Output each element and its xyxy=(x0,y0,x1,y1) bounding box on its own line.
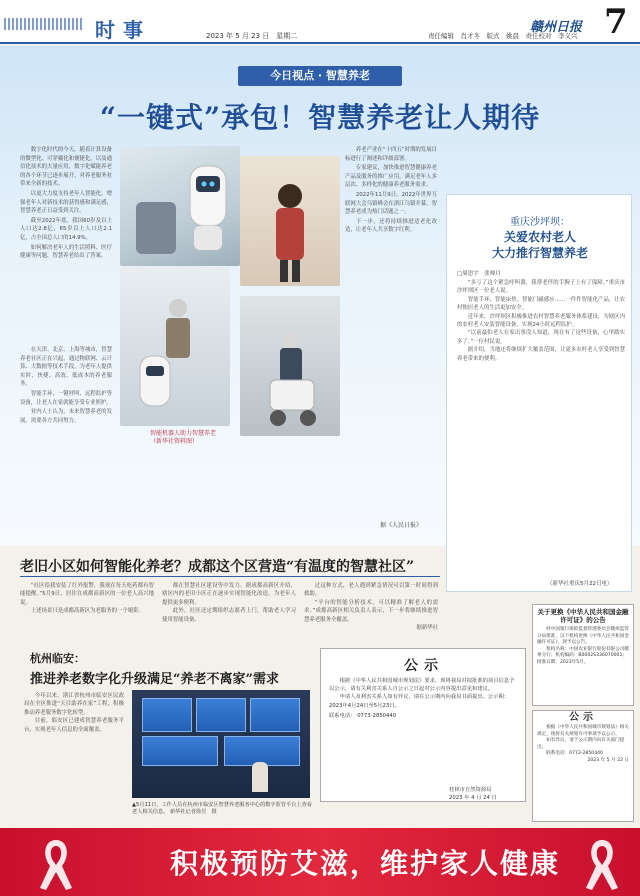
paragraph: 养老产业在“十四五”时期的发展目标进行了阐述和详细部署。 xyxy=(345,147,437,162)
paragraph: 智能手环、智能床垫、智能门磁感应……一件件智能化产品，让农村独居老人的生活更加安全。 xyxy=(457,296,625,312)
notice-body xyxy=(533,627,633,667)
wheelchair-photo xyxy=(240,296,340,436)
article2-source: 据新华社 xyxy=(416,625,438,632)
feature-column-3 xyxy=(345,146,437,236)
sidebar-byline: □周思宇 张帅月 xyxy=(457,271,501,277)
paragraph: 申请人及利害关系人如有异议，请在公示期内向我局书面提出。公示期：2023年4月24日至5月23日。 xyxy=(329,694,510,709)
page-header xyxy=(0,0,640,44)
banner-text: 积极预防艾滋，维护家人健康 xyxy=(170,847,561,880)
section-title: 时事 xyxy=(95,18,151,42)
elder-robot-photo xyxy=(120,266,230,426)
paragraph: 过这种方式，老人遇到紧急情况可以第一时间得到救助。 xyxy=(304,583,438,598)
article2-column-3 xyxy=(304,582,438,632)
photo-caption xyxy=(150,430,230,446)
feature-source: 据《人民日报》 xyxy=(380,522,423,529)
sidebar-source: （新华社重庆5月22日电） xyxy=(547,581,613,587)
article2-title: 老旧小区如何智能化养老？成都这个区营造“有温度的智慧社区” xyxy=(20,559,415,575)
notice-date: 2023 年 5 月 22 日 xyxy=(587,757,629,763)
paragraph: 机构名称：中国农业银行股份有限公司赣州分行；机构编码：B0002S336070001；批准日期：2023年5月。 xyxy=(537,646,629,665)
red-ribbon-icon xyxy=(572,834,632,894)
signer: 桂林市自然资源局 xyxy=(449,787,492,793)
article3-caption xyxy=(132,802,312,817)
wheelchair-illustration xyxy=(240,296,340,436)
public-notice xyxy=(320,648,526,802)
license-notice xyxy=(532,604,634,706)
feature-column-1 xyxy=(20,146,112,262)
paragraph: 2022年11月9日，2022年世界互联网大会乌镇峰会在浙江乌镇开幕，智慧养老成为热门话题之一。 xyxy=(345,191,437,216)
paragraph: 在天津、北京、上海等城市，智慧养老社区正在兴起，通过物联网、云计算、大数据等技术手段，为老年人提供实时、快捷、高效、低成本的养老服务。 xyxy=(20,347,112,388)
article2-column-1 xyxy=(20,582,154,616)
notice-body xyxy=(533,725,633,765)
paragraph: 据介绍，当地还将继续扩大覆盖范围，让更多农村老人享受到智慧养老带来的便利。 xyxy=(457,347,625,362)
notice-title: 公示 xyxy=(569,712,597,723)
paragraph: “社区给我安装了红外报警，我现在每天吃药都有智能提醒。”5月9日，居住在成都高新区的一位老人高兴地说。 xyxy=(20,583,154,606)
paragraph: 数字化时代的今天，随着计算设备的微型化、可穿戴化和便捷化，以及通信化技术的大量应用，数字化赋能养老的各个环节已逐步展开，对养老服务业带来全新的技术。 xyxy=(20,147,112,188)
screen-panel xyxy=(142,698,192,732)
staff-illustration xyxy=(240,156,340,286)
paragraph: 根据《中华人民共和国城市规划法》相关规定，现将有关规划许可事项予以公示。 xyxy=(537,725,629,737)
feature-column-1b xyxy=(20,346,112,426)
article3-body xyxy=(24,692,124,734)
page-number: 7 xyxy=(604,2,628,42)
paragraph: 经中国银行保险监督管理委员会赣州监管分局批准，以下机构更换《中华人民共和国金融许可证》，现予以公告。 xyxy=(537,627,629,646)
sign-date: 2023 年 4 月 24 日 xyxy=(449,794,497,801)
paragraph: 如何解决老年人的生活照料、医疗健康等问题，智慧养老给出了答案。 xyxy=(20,244,112,260)
issue-date: 2023 年 5 月 23 日 星期二 xyxy=(206,32,298,40)
elder-robot-illustration xyxy=(120,266,230,426)
newspaper-logo: 赣州日报 xyxy=(530,20,583,35)
paragraph: 专家建议，加快推进智慧健康养老产品及服务的推广应用，满足老年人多层次、多样化的健康养老服务需求。 xyxy=(345,165,437,189)
paragraph: “平台的智能分析技术，可以精准了解老人的需求。”成都高新区相关负责人表示，下一步将继续推进智慧养老服务全覆盖。 xyxy=(304,599,438,623)
paragraph: 联系电话：0773-2850440 xyxy=(546,751,603,757)
sidebar-title: 关爱农村老人 大力推行智慧养老 xyxy=(491,230,588,260)
divider xyxy=(20,576,440,577)
staff-photo xyxy=(240,156,340,286)
caption-text: 智能机器人助力智慧养老 xyxy=(150,430,217,437)
sidebar-article xyxy=(446,194,632,592)
paragraph: 目前，临安区已建成智慧养老服务平台，实现老年人信息的全面覆盖。 xyxy=(24,718,124,733)
paragraph: 截至2022年底，我国60岁及以上人口达2.8亿，65岁以上人口达2.1亿，占全国总人口的14.9%。 xyxy=(20,217,112,241)
header-ornament xyxy=(4,18,84,30)
contact-phone: 0773-2850440 xyxy=(357,712,397,719)
notice-title: 关于更换《中华人民共和国金融许可证》的公告 xyxy=(537,608,629,624)
contact-label: 联系电话： xyxy=(329,712,356,719)
screen-panel xyxy=(250,698,300,732)
editors-line: 责任编辑 肖才冬 版式 姚晨 责任校对 李义兴 xyxy=(428,32,578,40)
notice-contact xyxy=(329,712,519,720)
monitoring-center-photo xyxy=(132,690,310,798)
paragraph: 此外，社区还定期组织志愿者上门，帮助老人学习使用智能设备。 xyxy=(162,608,296,623)
topic-badge: 今日视点 · 智慧养老 xyxy=(238,66,402,86)
paragraph: “多亏了这个紧急呼叫器，我帮老伴的手腕子上有了保障。”重庆市沙坪坝区一位老人说。 xyxy=(457,280,625,295)
paragraph: 近年来，沙坪坝区积极推进农村智慧养老服务体系建设，为辖区内的农村老人安装智能设备，实现24小时远程监护。 xyxy=(457,313,625,329)
article2-column-2 xyxy=(162,582,296,624)
paragraph: 上述场景只是成都高新区为老服务的一个缩影。 xyxy=(30,608,145,615)
paragraph: 业内人士认为，未来智慧养老的发展，需要各方共同努力。 xyxy=(20,409,112,424)
public-notice-small xyxy=(532,710,634,822)
feature-headline: “一键式”承包！智慧养老让人期待 xyxy=(99,101,541,134)
robot-photo-top xyxy=(120,146,240,266)
notice-body xyxy=(329,677,519,720)
caption-credit: （新华社资料图） xyxy=(150,438,199,445)
article3-title: 推进养老数字化升级满足“养老不离家”需求 xyxy=(30,672,279,687)
red-ribbon-icon xyxy=(26,834,86,894)
worker-figure xyxy=(252,762,268,792)
screen-panel xyxy=(196,698,246,732)
paragraph: 根据《中华人民共和国城市规划法》要求，现将我局对拟批准的项目信息予以公示，请有关利害关系人自公示之日起对公示内容提出意见和建议。 xyxy=(329,678,515,693)
screen-panel xyxy=(142,736,218,766)
caption-text: ▲5月11日，工作人员在杭州市临安区智慧养老服务中心的数字监管平台上查看老人相关信息。 xyxy=(132,802,312,816)
paragraph: “以前最怕老人在家出事没人知道，现在有了这些设备，心里踏实多了。”一位村民说。 xyxy=(457,330,625,345)
paragraph: 如有异议，请于公示期内向有关部门提出。 xyxy=(537,738,625,750)
paragraph: 以更大力度支持老年人智能化，增强老年人对新技术的获得感和满足感，智慧养老正日益受到关注。 xyxy=(20,190,112,215)
article3-kicker: 杭州临安： xyxy=(30,652,85,665)
paragraph: 都在智慧社区建设等中发力。据成都高新区介绍，辖区内的老旧小区正在逐步实现智能化改造，为老年人提供更多便利。 xyxy=(162,583,296,606)
sidebar-body xyxy=(457,279,625,363)
caption-credit: 新华社记者徐昱 摄 xyxy=(169,809,217,816)
aids-prevention-banner xyxy=(0,828,640,896)
paragraph: 智能手环、一键呼叫、远程监护等设备，让老人在家就能享受专业照护。 xyxy=(20,390,112,406)
notice-signature xyxy=(449,787,497,802)
notice-title: 公示 xyxy=(404,658,444,674)
paragraph: 今年以来，浙江省杭州市临安区民政局在全区推进“天目助养在家”工程，积极推动养老服务数字化转型。 xyxy=(24,693,124,716)
sidebar-kicker: 重庆沙坪坝： xyxy=(510,217,570,228)
paragraph: 下一步，还将持续推进适老化改造，让老年人共享数字红利。 xyxy=(345,218,437,234)
robot-illustration xyxy=(120,146,240,266)
